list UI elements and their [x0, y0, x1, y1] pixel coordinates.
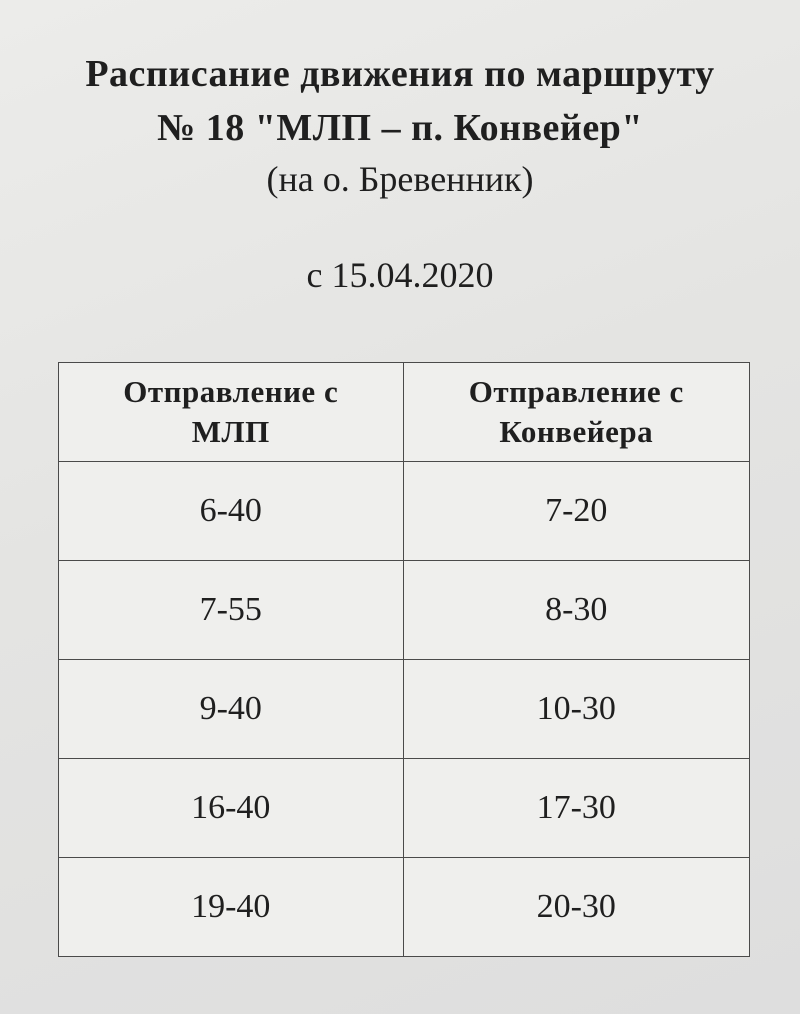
- page-title-line-2: № 18 "МЛП – п. Конвейер": [157, 107, 643, 149]
- cell-from-konveyer: 17-30: [403, 759, 750, 858]
- cell-from-mlp: 9-40: [59, 660, 404, 759]
- header-col2-line2: Конвейера: [499, 414, 654, 449]
- header-col2-line1: Отправление с: [468, 374, 684, 409]
- cell-from-mlp: 7-55: [59, 561, 404, 660]
- cell-from-mlp: 16-40: [59, 759, 404, 858]
- table-row: [59, 858, 750, 957]
- cell-from-konveyer: 8-30: [403, 561, 750, 660]
- cell-from-konveyer: 20-30: [403, 858, 750, 957]
- table-row: [59, 759, 750, 858]
- effective-date: с 15.04.2020: [306, 255, 494, 295]
- header-departure-from-mlp: [59, 363, 404, 462]
- header-departure-from-konveyer: [403, 363, 750, 462]
- header-col1-line1: Отправление с: [123, 374, 339, 409]
- table-row: [59, 561, 750, 660]
- table-header-row: [59, 363, 750, 462]
- page-subtitle: (на о. Бревенник): [266, 159, 534, 199]
- cell-from-mlp: 6-40: [59, 462, 404, 561]
- page-title-line-1: Расписание движения по маршруту: [85, 53, 715, 95]
- table-row: [59, 660, 750, 759]
- cell-from-konveyer: 10-30: [403, 660, 750, 759]
- cell-from-konveyer: 7-20: [403, 462, 750, 561]
- cell-from-mlp: 19-40: [59, 858, 404, 957]
- header-col1-line2: МЛП: [191, 414, 270, 449]
- schedule-table: [58, 362, 750, 957]
- table-row: [59, 462, 750, 561]
